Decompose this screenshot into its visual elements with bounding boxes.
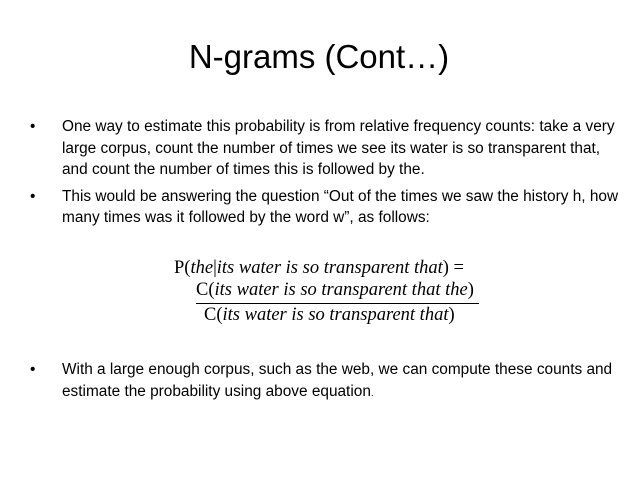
formula-paren: ) bbox=[448, 305, 455, 325]
formula-paren: ) bbox=[467, 280, 474, 300]
bullet-marker: • bbox=[30, 361, 36, 378]
formula-equals: ) = bbox=[442, 258, 464, 278]
formula-the: the bbox=[190, 258, 214, 278]
formula-denominator bbox=[174, 304, 494, 326]
bottom-bullet-list bbox=[30, 359, 620, 404]
bullet-text: One way to estimate this probability is from relative frequency counts: take a very large corpus, count the number of times we see its water is so transparent that, and count the number of times this is followed by the. bbox=[62, 118, 615, 178]
slide-title: N-grams (Cont…) bbox=[188, 38, 450, 75]
bullet-marker: • bbox=[30, 118, 36, 135]
bullet-marker: • bbox=[30, 187, 36, 205]
formula-c: C( bbox=[196, 280, 215, 300]
formula-bar-symbol: | bbox=[213, 258, 217, 278]
bullet-text: This would be answering the question “Out of the times we saw the history h, how many times was it followed by the word w”, as follows: bbox=[62, 187, 619, 226]
bullet-list bbox=[30, 116, 620, 229]
bullet-item bbox=[30, 359, 620, 404]
formula-p: P( bbox=[174, 258, 191, 278]
bullet-item bbox=[30, 186, 620, 229]
probability-formula bbox=[174, 257, 494, 326]
bullet-item bbox=[30, 116, 620, 181]
formula-denominator-text: its water is so transparent that bbox=[222, 305, 449, 325]
bullet-text: With a large enough corpus, such as the web, we can compute these counts and estimate the probability using above equation bbox=[62, 361, 613, 400]
formula-condition: its water is so transparent that bbox=[216, 258, 443, 278]
formula-numerator bbox=[174, 279, 494, 301]
formula-numerator-text: its water is so transparent that the bbox=[214, 280, 468, 300]
formula-c: C( bbox=[204, 305, 223, 325]
bullet-trailing: . bbox=[370, 387, 374, 399]
formula-lhs bbox=[174, 257, 494, 279]
